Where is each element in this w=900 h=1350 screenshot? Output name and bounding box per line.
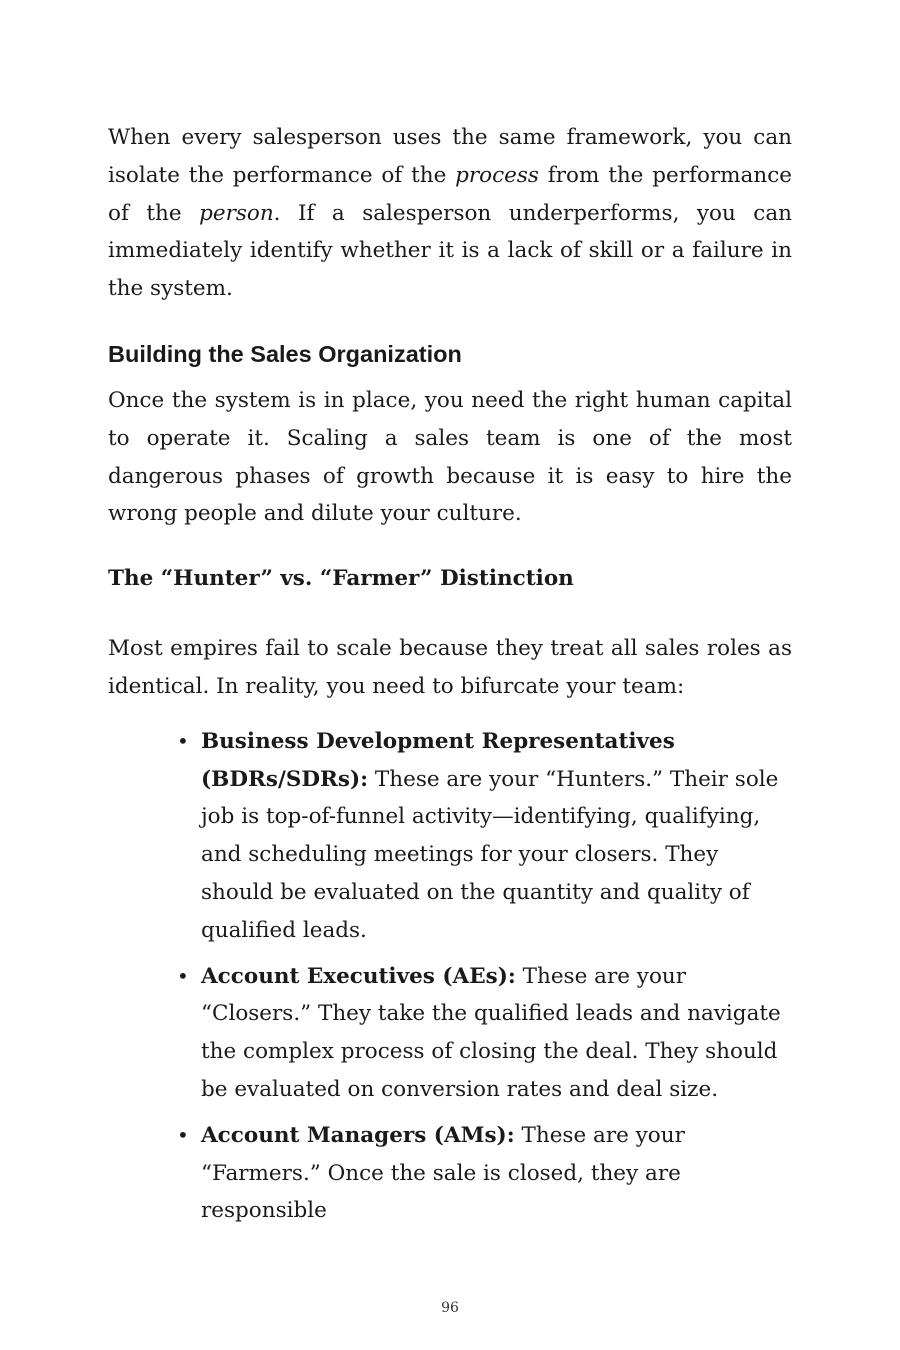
list-item-am	[177, 1117, 792, 1230]
bullet-marker: •	[177, 1122, 189, 1147]
bullet-marker: •	[177, 963, 189, 988]
intro-text-3: . If a salesperson underperforms, you can immediately identify whether it is a lack of skill or a failure in the system.	[108, 200, 793, 302]
subsection-heading: The “Hunter” vs. “Farmer” Distinction	[108, 566, 574, 592]
role-list	[108, 723, 792, 1230]
list-item-term: Account Executives (AEs):	[201, 963, 516, 989]
intro-text-1: When every salesperson uses the same framework, you can isolate the performance of the	[108, 125, 792, 188]
list-item-ae	[177, 958, 792, 1109]
intro-text-2: from the performance of the	[108, 162, 792, 226]
intro-emphasis-person: person	[199, 200, 274, 226]
list-item-text: These are your “Hunters.” Their sole job is top-of-funnel activity—identifying, qualifying, and scheduling meetings for your closers. They should be evaluated on the quantity and quality of qualified leads.	[201, 766, 779, 943]
list-item-term: Business Development Representatives (BDRs/SDRs):	[201, 728, 675, 792]
page-number: 96	[441, 1300, 459, 1316]
list-item-text: These are your “Farmers.” Once the sale is closed, they are responsible	[201, 1122, 685, 1224]
bullet-marker: •	[177, 728, 189, 753]
intro-paragraph	[108, 119, 792, 308]
list-item-term: Account Managers (AMs):	[201, 1122, 515, 1148]
list-item-bdr	[177, 723, 792, 950]
intro-emphasis-process: process	[455, 162, 539, 188]
section-paragraph: Once the system is in place, you need the right human capital to operate it. Scaling a sales team is one of the most dangerous phases of growth because it is easy to hire the wrong people and dilute your culture.	[108, 387, 792, 527]
page-content	[108, 119, 792, 1238]
section-heading: Building the Sales Organization	[108, 340, 462, 367]
list-item-text: These are your “Closers.” They take the qualified leads and navigate the complex process of closing the deal. They should be evaluated on conversion rates and deal size.	[201, 963, 781, 1102]
subsection-paragraph: Most empires fail to scale because they treat all sales roles as identical. In reality, you need to bifurcate your team:	[108, 636, 792, 699]
